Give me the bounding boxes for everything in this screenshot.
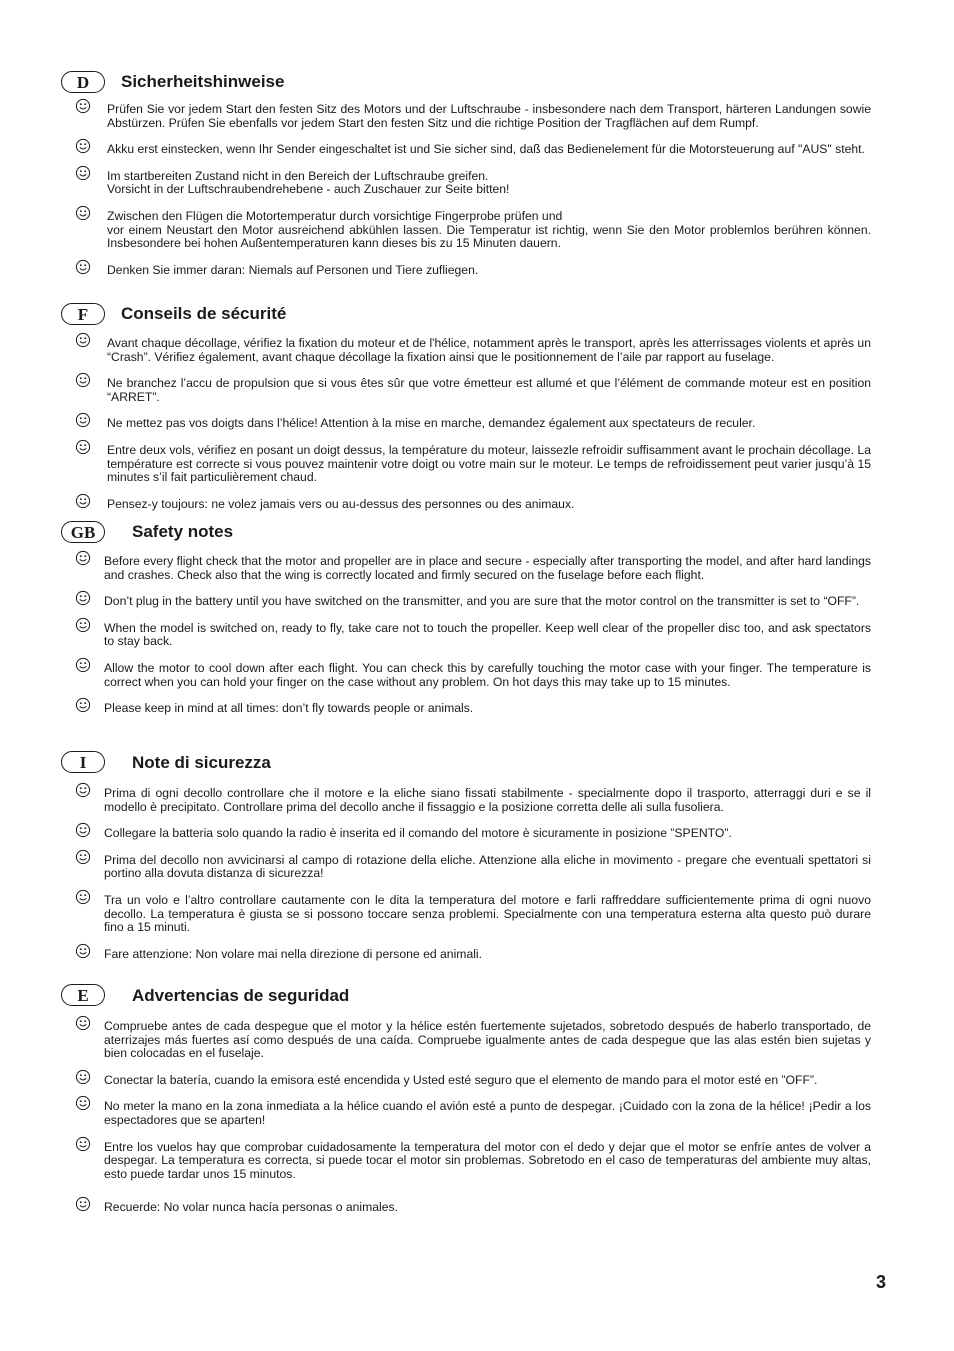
smiley-icon bbox=[75, 1196, 91, 1212]
list-item: Before every flight check that the motor and propeller are in place and secure - especially after transporting the model, and after hard landings and crashes. Check also that the wing is correctly located and firmly secured on the fuselage before each flight. bbox=[0, 555, 954, 582]
section-title: Note di sicurezza bbox=[132, 753, 271, 772]
list-item: Denken Sie immer daran: Niemals auf Personen und Tiere zufliegen. bbox=[0, 264, 954, 278]
list-item: Prima del decollo non avvicinarsi al campo di rotazione della eliche. Attenzione alla eliche in movimento - pregare che eventuali spettatori si portino alla dovuta distanza di sicurezza! bbox=[0, 854, 954, 881]
section-de bbox=[0, 71, 954, 290]
section-title: Safety notes bbox=[132, 522, 234, 541]
list-item: When the model is switched on, ready to fly, take care not to touch the propeller. Keep well clear of the propeller disc too, and ask spectators to stay back. bbox=[0, 622, 954, 649]
list-item: Entre deux vols, vérifiez en posant un doigt dessus, la température du moteur, laissezle refroidir suffisamment avant le prochain décollage. La température est correcte si vous pouvez maintenir votre doigt ou votre main sur le moteur. Le temps de refroidissement peut varier jusqu’à 15 minutes s’il fait particulièrement chaud. bbox=[0, 444, 954, 485]
list-item: Ne branchez l’accu de propulsion que si vous êtes sûr que votre émetteur est allumé et que l’élément de commande moteur est en position “ARRET”. bbox=[0, 377, 954, 404]
language-badge: GB bbox=[61, 521, 105, 543]
section-title: Advertencias de seguridad bbox=[132, 986, 350, 1005]
list-item: Allow the motor to cool down after each flight. You can check this by carefully touching the motor case with your finger. The temperature is correct when you can hold your finger on the case without any problem. On hot days this may take up to 15 minutes. bbox=[0, 662, 954, 689]
list-item: Tra un volo e l’altro controllare cautamente con le dita la temperatura del motore e farli raffreddare sufficientemente prima di ogni nuovo decollo. La temperatura è giusta se si possono toccare senza problemi. Specialmente con una temperatura esterna alta questo può durare fino a 15 minuti. bbox=[0, 894, 954, 935]
smiley-icon bbox=[75, 822, 91, 838]
smiley-icon bbox=[75, 782, 91, 798]
list-item: Pensez-y toujours: ne volez jamais vers ou au-dessus des personnes ou des animaux. bbox=[0, 498, 954, 512]
list-item: Compruebe antes de cada despegue que el motor y la hélice estén fuertemente sujetados, sobretodo después de haberlo transportado, de aterrizajes más fuertes así como después de una caída. Compruebe igualmente antes de cada despegue que las alas estén bien sujetas y bien colocadas en el fuselaje. bbox=[0, 1020, 954, 1061]
smiley-icon bbox=[75, 205, 91, 221]
smiley-icon bbox=[75, 412, 91, 428]
list-item: Don’t plug in the battery until you have switched on the transmitter, and you are sure that the motor control on the transmitter is set to “OFF”. bbox=[0, 595, 954, 609]
section-header bbox=[0, 71, 954, 97]
smiley-icon bbox=[75, 1095, 91, 1111]
list-item: Zwischen den Flügen die Motortemperatur durch vorsichtige Fingerprobe prüfen und vor einem Neustart den Motor ausreichend abkühlen lassen. Die Temperatur ist richtig, wenn Sie den Motor problemlos berühren können. Insbesondere bei hohen Außentemperaturen kann dieses bis zu 15 Minuten dauern. bbox=[0, 210, 954, 251]
smiley-icon bbox=[75, 332, 91, 348]
smiley-icon bbox=[75, 697, 91, 713]
smiley-icon bbox=[75, 439, 91, 455]
smiley-icon bbox=[75, 943, 91, 959]
smiley-icon bbox=[75, 165, 91, 181]
smiley-icon bbox=[75, 1136, 91, 1152]
smiley-icon bbox=[75, 617, 91, 633]
section-it bbox=[0, 751, 954, 974]
smiley-icon bbox=[75, 259, 91, 275]
language-badge: I bbox=[61, 751, 105, 773]
list-item: Fare attenzione: Non volare mai nella direzione di persone ed animali. bbox=[0, 948, 954, 962]
section-header bbox=[0, 984, 954, 1010]
smiley-icon bbox=[75, 1069, 91, 1085]
smiley-icon bbox=[75, 1015, 91, 1031]
list-item: Ne mettez pas vos doigts dans l’hélice! Attention à la mise en marche, demandez également aux spectateurs de reculer. bbox=[0, 417, 954, 431]
smiley-icon bbox=[75, 849, 91, 865]
section-header bbox=[0, 521, 954, 547]
smiley-icon bbox=[75, 550, 91, 566]
section-es bbox=[0, 984, 954, 1228]
page-number: 3 bbox=[876, 1272, 887, 1292]
list-item: Please keep in mind at all times: don’t fly towards people or animals. bbox=[0, 702, 954, 716]
list-item: Im startbereiten Zustand nicht in den Bereich der Luftschraube greifen. Vorsicht in der Luftschraubendrehebene - auch Zuschauer zur Seite bitten! bbox=[0, 170, 954, 197]
section-title: Conseils de sécurité bbox=[121, 304, 287, 323]
list-item: Collegare la batteria solo quando la radio è inserita ed il comando del motore è sicuramente in posizione ”SPENTO”. bbox=[0, 827, 954, 841]
list-item: Avant chaque décollage, vérifiez la fixation du moteur et de l'hélice, notamment après le transport, après les atterrissages violents et après un “Crash”. Vérifiez également, avant chaque décollage la fixation ainsi que le positionnement de l’aile par rapport au fuselage. bbox=[0, 337, 954, 364]
section-header bbox=[0, 751, 954, 777]
list-item: Prüfen Sie vor jedem Start den festen Sitz des Motors und der Luftschraube - insbesondere nach dem Transport, härteren Landungen sowie Abstürzen. Prüfen Sie ebenfalls vor jedem Start den festen Sitz und die richtige Position der Tragflächen auf dem Rumpf. bbox=[0, 103, 954, 130]
list-item: Entre los vuelos hay que comprobar cuidadosamente la temperatura del motor con el dedo y dejar que el motor se enfríe antes de volver a despegar. La temperatura es correcta, si puede tocar el motor sin problemas. Sobretodo en el caso de temperaturas del ambiente muy altas, esto puede tardar unos 15 minutos. bbox=[0, 1141, 954, 1182]
language-badge: D bbox=[61, 71, 105, 93]
smiley-icon bbox=[75, 657, 91, 673]
smiley-icon bbox=[75, 889, 91, 905]
list-item: No meter la mano en la zona inmediata a la hélice cuando el avión esté a punto de despegar. ¡Cuidado con la zona de la hélice! ¡Pedir a los espectadores que se aparten! bbox=[0, 1100, 954, 1127]
language-badge: F bbox=[61, 303, 105, 325]
list-item: Akku erst einstecken, wenn Ihr Sender eingeschaltet ist und Sie sicher sind, daß das Bedienelement für die Motorsteuerung auf "AUS" steht. bbox=[0, 143, 954, 157]
language-badge: E bbox=[61, 984, 105, 1006]
section-header bbox=[0, 303, 954, 329]
smiley-icon bbox=[75, 590, 91, 606]
smiley-icon bbox=[75, 372, 91, 388]
smiley-icon bbox=[75, 493, 91, 509]
list-item: Conectar la batería, cuando la emisora esté encendida y Usted esté seguro que el elemento de mando para el motor esté en ”OFF”. bbox=[0, 1074, 954, 1088]
smiley-icon bbox=[75, 98, 91, 114]
section-gb bbox=[0, 521, 954, 729]
section-fr bbox=[0, 303, 954, 524]
section-title: Sicherheitshinweise bbox=[121, 72, 285, 91]
list-item: Recuerde: No volar nunca hacía personas o animales. bbox=[0, 1201, 954, 1215]
list-item: Prima di ogni decollo controllare che il motore e la eliche siano fissati stabilmente - specialmente dopo il trasporto, atterraggi duri e se il modello è precipitato. Controllare prima del decollo anche il fissaggio e la posizione corretta delle ali sulla fusoliera. bbox=[0, 787, 954, 814]
smiley-icon bbox=[75, 138, 91, 154]
